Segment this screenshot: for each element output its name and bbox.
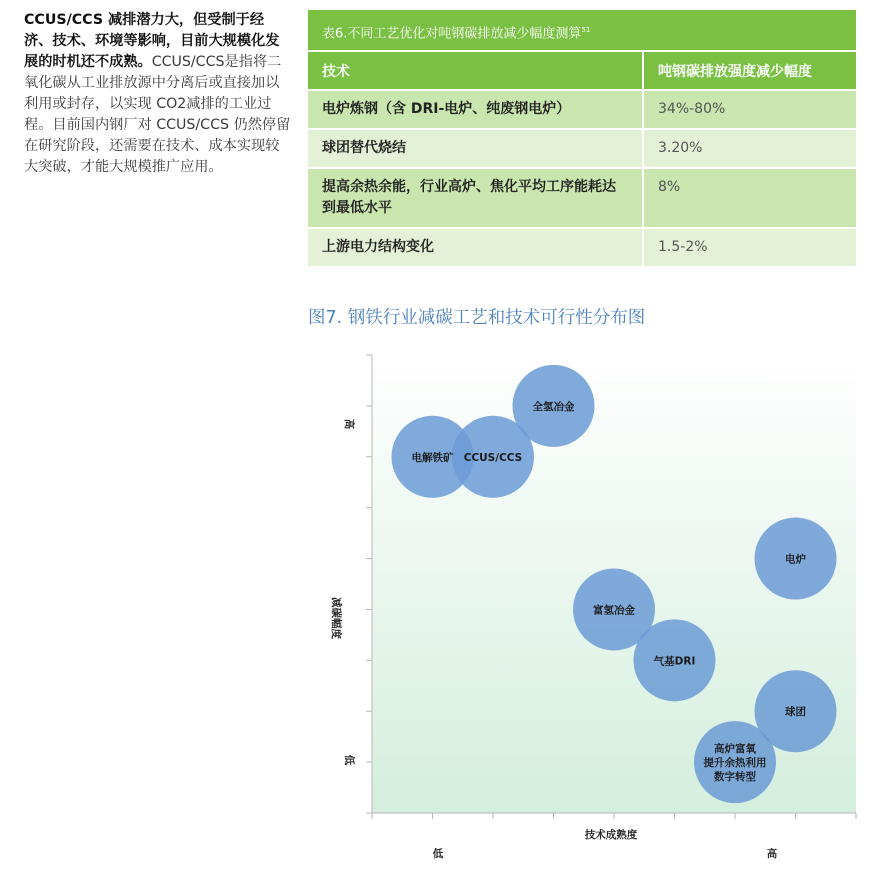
table-cell-value: 34%-80% — [643, 90, 856, 129]
table-cell-value: 1.5-2% — [643, 228, 856, 266]
bubble-label: 球团 — [785, 706, 806, 719]
table-cell-tech: 上游电力结构变化 — [308, 228, 643, 266]
table-cell-tech: 提高余热余能，行业高炉、焦化平均工序能耗达到最低水平 — [308, 168, 643, 228]
bubble-label: 电解铁矿 — [411, 451, 454, 464]
table-cell-tech: 电炉炼钢（含 DRI-电炉、纯废钢电炉） — [308, 90, 643, 129]
bubble-label: 高炉富氧提升余热利用数字转型 — [703, 743, 767, 784]
table-header-reduction: 吨钢碳排放强度减少幅度 — [643, 52, 856, 90]
bubble-label: 电炉 — [785, 553, 806, 566]
intro-bold: CCUS/CCS 减排潜力大，但受制于经济、技术、环境等影响，目前大规模化发展的时机还不成熟。 — [24, 12, 280, 70]
bubble-label: 气基DRI — [653, 655, 696, 668]
table-cell-value: 3.20% — [643, 129, 856, 168]
table-cell-value: 8% — [643, 168, 856, 228]
x-tick-label-low: 低 — [432, 848, 444, 860]
y-tick-label-low: 低 — [343, 754, 355, 766]
table-cell-tech: 球团替代烧结 — [308, 129, 643, 168]
x-tick-label-high: 高 — [766, 848, 778, 860]
bubble-label: 全氢冶金 — [532, 400, 575, 413]
figure-title: 图7. 钢铁行业减碳工艺和技术可行性分布图 — [308, 308, 646, 328]
table-header-tech: 技术 — [308, 52, 643, 90]
table-caption-ref: 51 — [581, 26, 591, 34]
intro-normal: CCUS/CCS是指将二氧化碳从工业排放源中分离后或直接加以利用或封存，以实现 CO2减排的工业过程。目前国内钢厂对 CCUS/CCS 仍然停留在研究阶段，还需要在技术、成本实现较大突破，才能大规模推广应用。 — [24, 54, 291, 175]
y-axis-title: 减碳幅度 — [330, 597, 342, 639]
bubble-label: CCUS/CCS — [463, 451, 523, 464]
x-axis-title: 技术成熟度 — [584, 829, 638, 841]
table-caption-text: 表6.不同工艺优化对吨钢碳排放减少幅度测算 — [322, 26, 582, 42]
bubble-label: 富氢冶金 — [593, 604, 635, 617]
y-tick-label-high: 高 — [343, 418, 355, 430]
